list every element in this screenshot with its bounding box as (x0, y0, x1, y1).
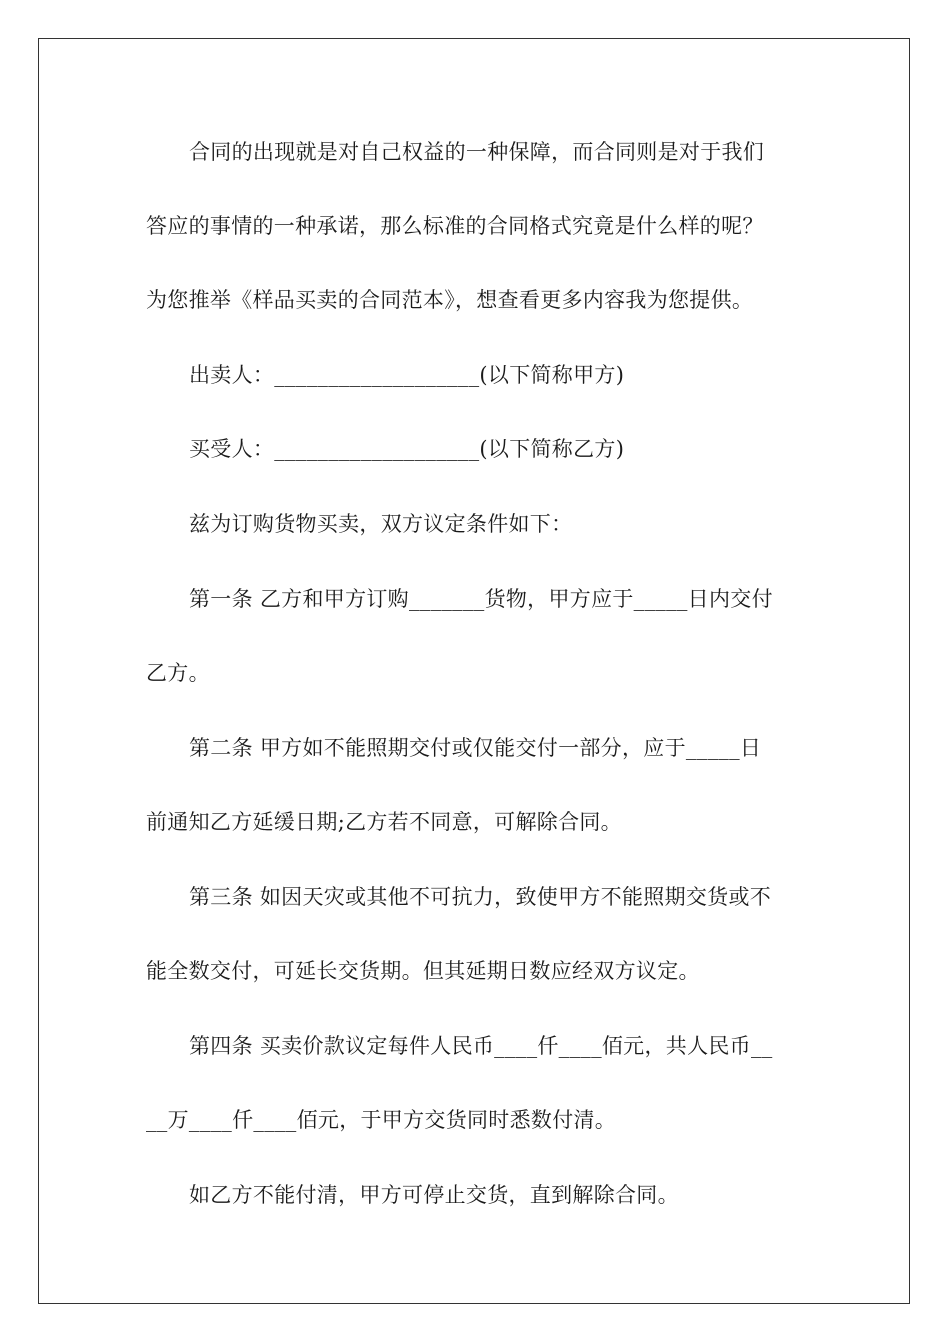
article-2-line-2: 前通知乙方延缓日期;乙方若不同意，可解除合同。 (146, 810, 622, 834)
intro-line-1: 合同的出现就是对自己权益的一种保障，而合同则是对于我们 (189, 140, 765, 164)
preamble-line: 兹为订购货物买卖，双方议定条件如下： (189, 512, 573, 536)
intro-line-2: 答应的事情的一种承诺，那么标准的合同格式究竟是什么样的呢？ (146, 214, 764, 238)
article-3-line-2: 能全数交付，可延长交货期。但其延期日数应经双方议定。 (146, 959, 700, 983)
article-4-line-2: __万____仟____佰元，于甲方交货同时悉数付清。 (146, 1108, 617, 1132)
seller-line: 出卖人：___________________(以下简称甲方) (189, 363, 625, 387)
article-4-line-1: 第四条 买卖价款议定每件人民币____仟____佰元，共人民币__ (189, 1034, 773, 1058)
article-1-line-2: 乙方。 (146, 661, 210, 685)
article-1-line-1: 第一条 乙方和甲方订购_______货物，甲方应于_____日内交付 (189, 587, 773, 611)
article-2-line-1: 第二条 甲方如不能照期交付或仅能交付一部分，应于_____日 (189, 736, 762, 760)
buyer-line: 买受人：___________________(以下简称乙方) (189, 437, 625, 461)
intro-line-3: 为您推举《样品买卖的合同范本》，想查看更多内容我为您提供。 (146, 288, 754, 312)
article-3-line-1: 第三条 如因天灾或其他不可抗力，致使甲方不能照期交货或不 (189, 885, 772, 909)
closing-line: 如乙方不能付清，甲方可停止交货，直到解除合同。 (189, 1183, 679, 1207)
